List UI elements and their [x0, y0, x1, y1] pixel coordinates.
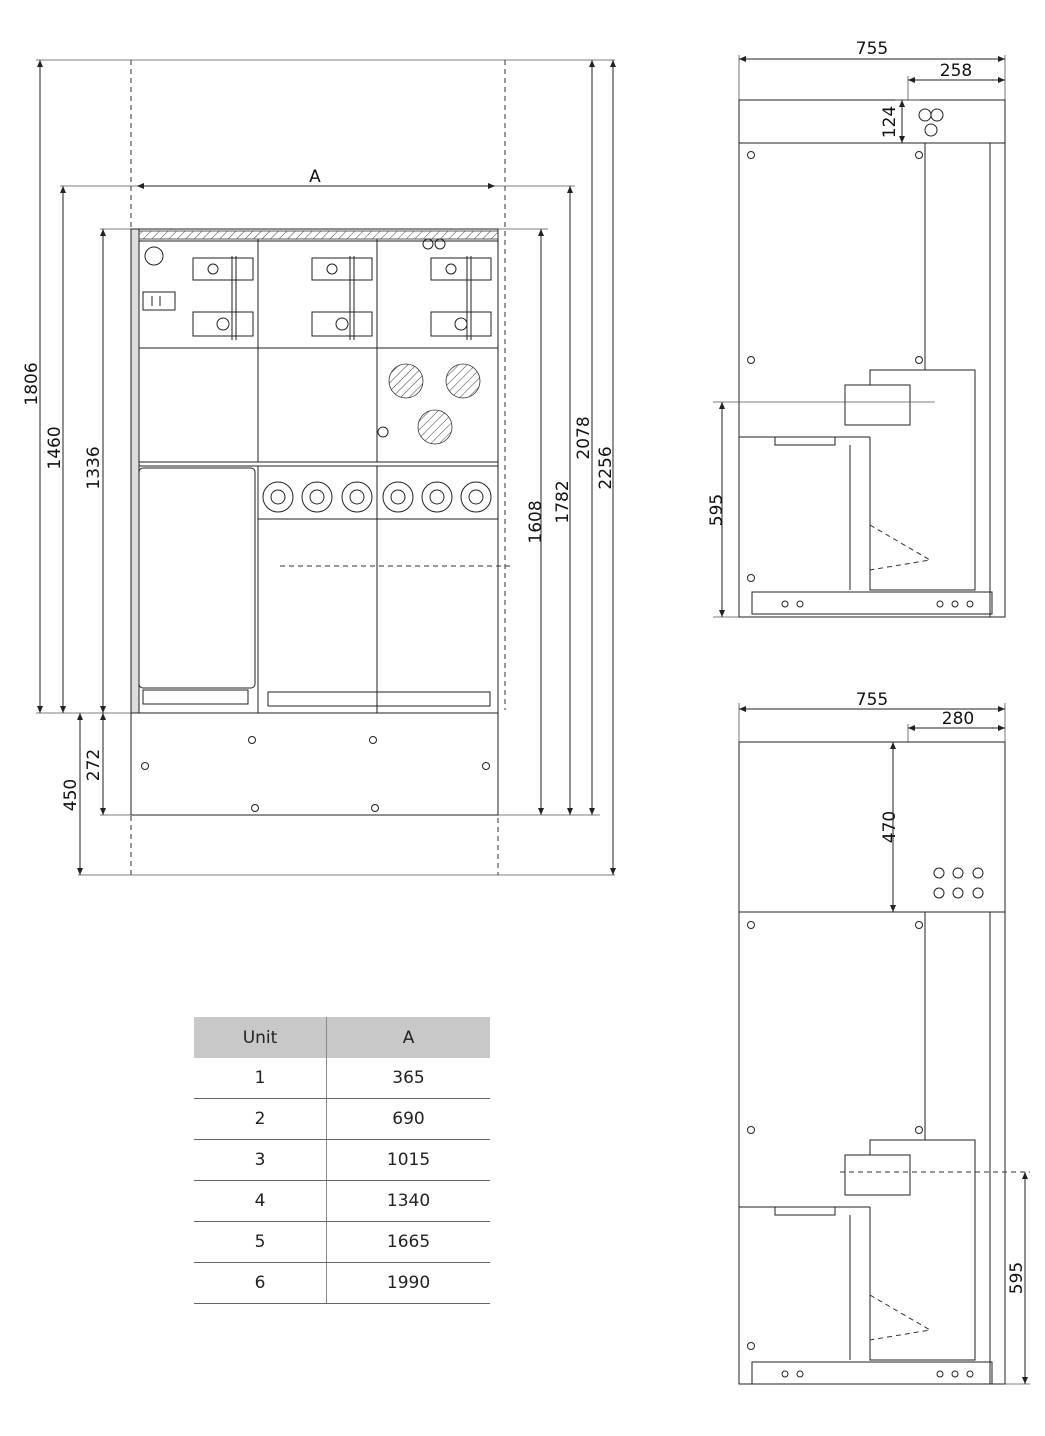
column-header-unit: Unit: [194, 1017, 327, 1058]
height-1608-label: 1608: [526, 500, 546, 544]
width-cell: 1340: [327, 1181, 490, 1222]
unit-cell: 1: [194, 1058, 327, 1099]
height-272-label: 272: [84, 748, 104, 782]
table-row: [194, 1099, 490, 1140]
height-1782-label: 1782: [553, 480, 573, 524]
height-1336-label: 1336: [84, 446, 104, 490]
width-a-label: A: [309, 167, 321, 187]
table-row: [194, 1222, 490, 1263]
fuse-holder: [389, 364, 423, 398]
side-top-rear-label: 258: [939, 61, 973, 81]
unit-cell: 4: [194, 1181, 327, 1222]
unit-width-table: [194, 1017, 490, 1304]
front-view: [22, 60, 616, 875]
unit-cell: 2: [194, 1099, 327, 1140]
width-cell: 1015: [327, 1140, 490, 1181]
column-header-a: A: [327, 1017, 490, 1058]
side-top-height-label: 124: [880, 105, 900, 139]
unit-cell: 5: [194, 1222, 327, 1263]
side-top-width-label: 755: [855, 39, 889, 59]
side-bottom-cable-height-label: 595: [1007, 1261, 1027, 1295]
side-top-cable-height-label: 595: [707, 493, 727, 527]
height-2078-label: 2078: [574, 416, 594, 460]
side-view-bottom: [739, 690, 1030, 1384]
table-row: [194, 1263, 490, 1304]
unit-cell: 6: [194, 1263, 327, 1304]
table-row: [194, 1181, 490, 1222]
fuse-holder: [418, 410, 452, 444]
width-cell: 1990: [327, 1263, 490, 1304]
fuse-holder: [446, 364, 480, 398]
side-bottom-height-label: 470: [880, 810, 900, 844]
height-2256-label: 2256: [596, 446, 616, 490]
side-view-top: [707, 39, 1005, 617]
table-row: [194, 1058, 490, 1099]
width-cell: 690: [327, 1099, 490, 1140]
height-450-label: 450: [61, 778, 81, 812]
side-bottom-rear-label: 280: [941, 709, 975, 729]
side-bottom-width-label: 755: [855, 690, 889, 710]
table-header-row: [194, 1017, 490, 1058]
height-1806-label: 1806: [22, 362, 42, 406]
height-1460-label: 1460: [45, 426, 65, 470]
width-cell: 365: [327, 1058, 490, 1099]
table-row: [194, 1140, 490, 1181]
width-cell: 1665: [327, 1222, 490, 1263]
unit-cell: 3: [194, 1140, 327, 1181]
